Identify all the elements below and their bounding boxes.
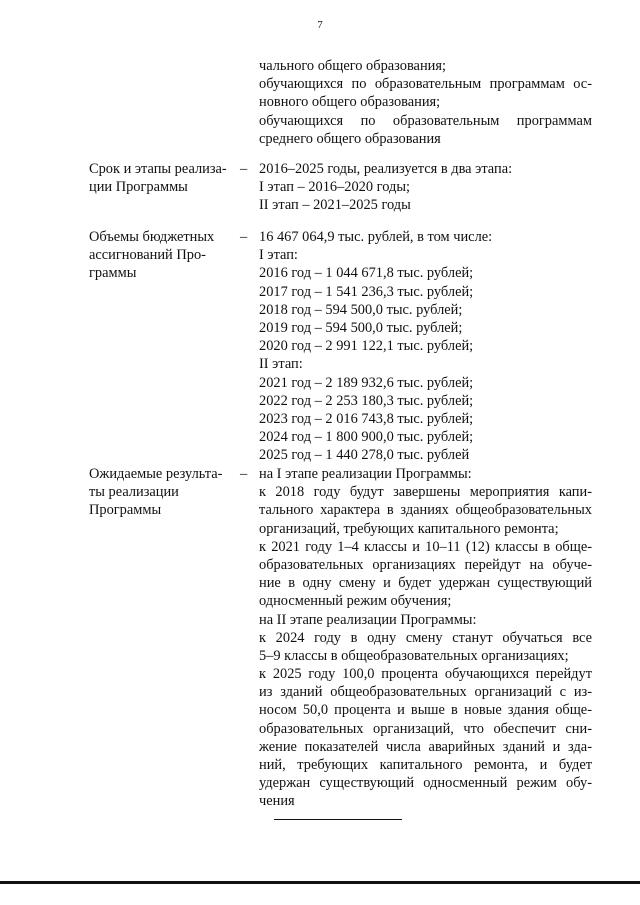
section-value [259, 160, 592, 215]
section-value [259, 228, 592, 464]
value-line: носом 50,0 процента и выше в новые здания обще- [259, 702, 592, 719]
value-line: 2021 год – 2 189 932,6 тыс. рублей; [259, 374, 474, 391]
value-line: к 2024 году в одну смену станут обучаться все [259, 629, 592, 646]
value-line: удержан существующий односменный режим обу- [259, 775, 592, 792]
label-line: ассигнований Про- [89, 247, 206, 264]
value-line: 2022 год – 2 253 180,3 тыс. рублей; [259, 392, 474, 409]
value-line: на I этапе реализации Программы: [259, 466, 472, 482]
value-line: на II этапе реализации Программы: [259, 611, 477, 628]
value-line: образовательных организациях перейдут на обуче- [259, 556, 592, 573]
label-line: Программы [89, 502, 162, 519]
section-label [89, 465, 239, 520]
value-line: жение показателей числа аварийных зданий и зда- [259, 738, 592, 755]
label-line: Объемы бюджетных [89, 229, 215, 245]
intro-continuation [259, 57, 592, 148]
value-line: 5–9 классы в общеобразовательных организациях; [259, 647, 569, 664]
value-line: 2018 год – 594 500,0 тыс. рублей; [259, 301, 463, 318]
value-line: 2016 год – 1 044 671,8 тыс. рублей; [259, 265, 474, 282]
value-line: ние в одну смену и будет удержан существующий [259, 575, 592, 592]
end-separator-line [274, 819, 402, 820]
label-line: ции Программы [89, 179, 188, 196]
value-line: 2017 год – 1 541 236,3 тыс. рублей; [259, 283, 474, 300]
value-line: тального характера в зданиях общеобразовательных [259, 502, 592, 519]
value-line: односменный режим обучения; [259, 593, 452, 610]
value-line: 2023 год – 2 016 743,8 тыс. рублей; [259, 410, 474, 427]
text-line: новного общего образования; [259, 94, 441, 111]
page-number: 7 [317, 19, 323, 31]
text-line: чального общего образования; [259, 58, 446, 74]
dash-separator: – [240, 229, 248, 245]
label-line: ты реализации [89, 484, 179, 501]
label-line: Ожидаемые результа- [89, 466, 223, 482]
value-line: I этап – 2016–2020 годы; [259, 179, 410, 196]
value-line: к 2018 году будут завершены мероприятия капи- [259, 484, 592, 501]
dash-separator: – [240, 161, 248, 177]
label-line: Срок и этапы реализа- [89, 161, 227, 177]
value-line: 2024 год – 1 800 900,0 тыс. рублей; [259, 429, 474, 446]
page-bottom-rule [0, 881, 640, 884]
value-line: ний, требующих капитального ремонта, и будет [259, 757, 592, 773]
text-line: обучающихся по образовательным программам [259, 112, 592, 129]
text-line: обучающихся по образовательным программам ос- [259, 76, 592, 93]
text-line: среднего общего образования [259, 130, 441, 147]
value-line: 2016–2025 годы, реализуется в два этапа: [259, 161, 513, 177]
value-line: II этап: [259, 356, 303, 373]
value-line: I этап: [259, 247, 298, 264]
value-line: 16 467 064,9 тыс. рублей, в том числе: [259, 229, 493, 245]
section-label [89, 228, 239, 283]
value-line: к 2021 году 1–4 классы и 10–11 (12) классы в обще- [259, 538, 592, 555]
value-line: из зданий общеобразовательных организаций с из- [259, 684, 592, 701]
value-line: чения [259, 793, 295, 810]
value-line: 2025 год – 1 440 278,0 тыс. рублей [259, 447, 470, 464]
value-line: 2020 год – 2 991 122,1 тыс. рублей; [259, 338, 474, 355]
section-value [259, 465, 592, 811]
dash-separator: – [240, 466, 248, 482]
label-line: граммы [89, 265, 137, 282]
section-label [89, 160, 239, 196]
value-line: к 2025 году 100,0 процента обучающихся перейдут [259, 666, 592, 683]
value-line: образовательных организаций, что обеспечит сни- [259, 720, 592, 737]
value-line: II этап – 2021–2025 годы [259, 197, 411, 214]
value-line: организаций, требующих капитального ремонта; [259, 520, 559, 537]
value-line: 2019 год – 594 500,0 тыс. рублей; [259, 319, 463, 336]
